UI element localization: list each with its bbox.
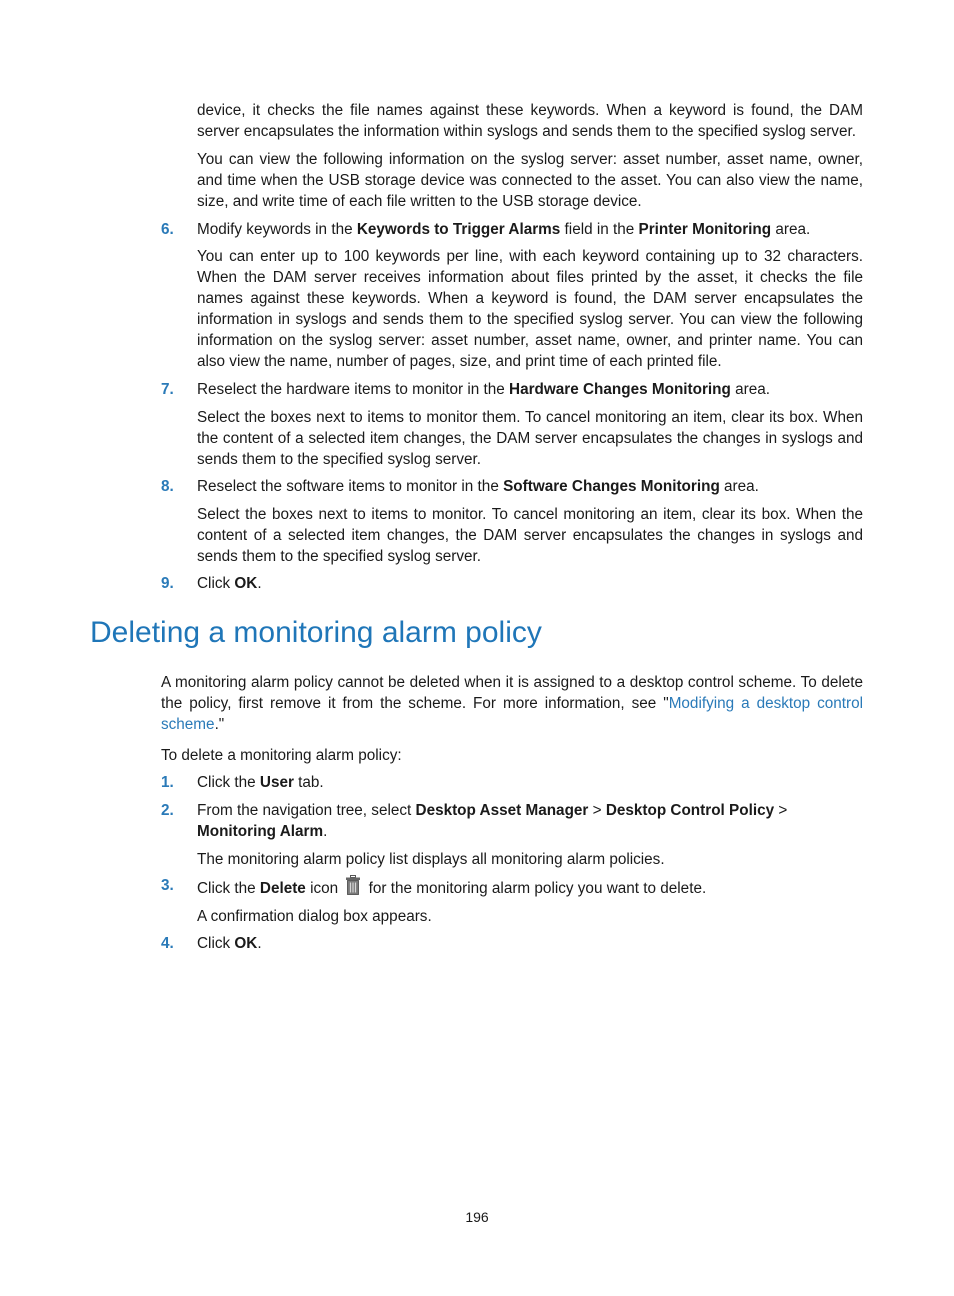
page-number: 196	[465, 1209, 489, 1225]
step-number: 9.	[161, 575, 174, 592]
section-intro: A monitoring alarm policy cannot be deleted when it is assigned to a desktop control scheme. To delete the policy, first remove it from the scheme. For more information, see "Modifying a desktop control scheme."	[161, 674, 864, 733]
step-8-note: Select the boxes next to items to monitor. To cancel monitoring an item, clear its box. When the content of a selected item changes, the DAM server encapsulates the changes in syslogs and sends them to the specified syslog server.	[197, 506, 863, 565]
step-6	[161, 219, 863, 240]
step-text: Reselect the hardware items to monitor in the Hardware Changes Monitoring area.	[197, 381, 770, 398]
step-text: Click the User tab.	[197, 774, 324, 791]
step-number: 8.	[161, 478, 174, 495]
step-text: Click the Delete icon for the monitoring alarm policy you want to delete.	[197, 875, 863, 899]
delete-step-3	[161, 875, 863, 899]
step-number: 6.	[161, 221, 174, 238]
step-text: Modify keywords in the Keywords to Trigger Alarms field in the Printer Monitoring area.	[197, 221, 811, 238]
trash-icon	[345, 875, 361, 895]
intro-paragraph-1: device, it checks the file names against these keywords. When a keyword is found, the DAM server encapsulates the information within syslogs and sends them to the specified syslog server.	[197, 102, 863, 140]
delete-step-1	[161, 772, 863, 793]
delete-step-4	[161, 933, 863, 954]
step-text: Reselect the software items to monitor in the Software Changes Monitoring area.	[197, 478, 759, 495]
step-7-note: Select the boxes next to items to monitor them. To cancel monitoring an item, clear its box. When the content of a selected item changes, the DAM server encapsulates the changes in syslogs and sends them to the specified syslog server.	[197, 409, 863, 468]
procedure-lead: To delete a monitoring alarm policy:	[161, 747, 402, 764]
intro-paragraph-2: You can view the following information on the syslog server: asset number, asset name, owner, and time when the USB storage device was connected to the asset. You can also view the name, size, and write time of each file written to the USB storage device.	[197, 151, 863, 210]
step-text: Click OK.	[197, 935, 262, 952]
section-heading: Deleting a monitoring alarm policy	[90, 616, 542, 649]
delete-step-2	[161, 800, 863, 842]
step-9	[161, 573, 863, 594]
step-number: 2.	[161, 802, 174, 819]
step-number: 7.	[161, 381, 174, 398]
scheme-link[interactable]: Modifying a desktop control scheme	[161, 695, 864, 733]
step-number: 1.	[161, 774, 174, 791]
delete-step-3-note: A confirmation dialog box appears.	[197, 908, 432, 925]
step-text: From the navigation tree, select Desktop Asset Manager > Desktop Control Policy > Monitoring Alarm.	[197, 802, 788, 840]
delete-step-2-note: The monitoring alarm policy list displays all monitoring alarm policies.	[197, 851, 665, 868]
step-number: 3.	[161, 877, 174, 894]
step-8	[161, 476, 863, 497]
step-number: 4.	[161, 935, 174, 952]
step-7	[161, 379, 863, 400]
step-text: Click OK.	[197, 575, 262, 592]
step-6-note: You can enter up to 100 keywords per line, with each keyword containing up to 32 characters. When the DAM server receives information about files printed by the asset, it checks the file names against these keywords. When a keyword is found, the DAM server encapsulates the information in syslogs and sends them to the specified syslog server. You can view the following information on the syslog server: asset number, asset name, owner, and printer name. You can also view the name, number of pages, size, and print time of each printed file.	[197, 248, 863, 370]
